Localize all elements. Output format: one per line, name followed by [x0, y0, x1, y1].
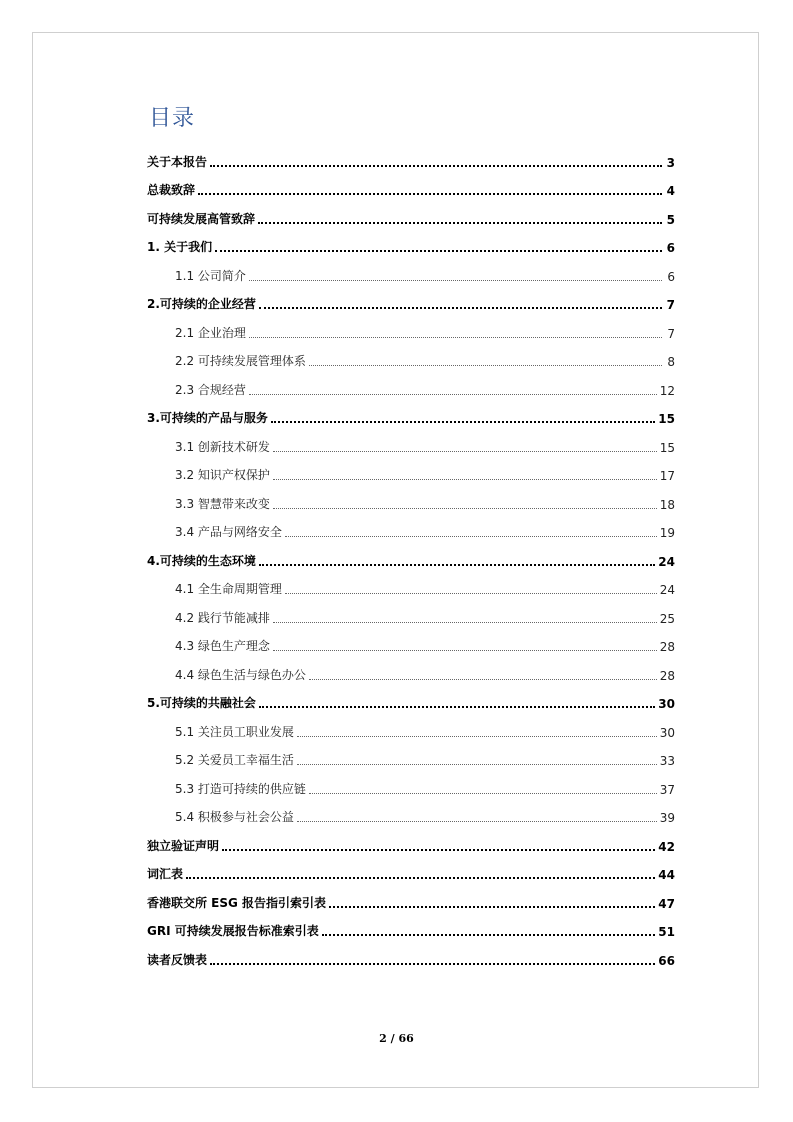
toc-dot-leader: [273, 451, 657, 452]
toc-entry-page: 47: [658, 896, 675, 911]
toc-entry-label: 总裁致辞: [147, 183, 196, 197]
toc-entry-label: 3.3 智慧带来改变: [175, 496, 270, 511]
toc-entry[interactable]: [147, 515, 675, 544]
toc-entry-label: 5.4 积极参与社会公益: [175, 810, 294, 824]
toc-entry-page: 19: [659, 526, 675, 540]
toc-entry[interactable]: [147, 543, 675, 572]
toc-dot-leader: [249, 394, 657, 395]
toc-dot-leader: [210, 963, 655, 965]
toc-dot-leader: [210, 165, 662, 167]
toc-entry[interactable]: [147, 657, 675, 686]
toc-entry[interactable]: [147, 372, 675, 401]
toc-entry-label: 关于本报告: [147, 154, 208, 169]
page-title: 目录: [149, 106, 196, 131]
toc-entry-page: 7: [666, 298, 675, 312]
toc-entry[interactable]: [147, 942, 675, 971]
toc-entry-label: 5.3 打造可持续的供应链: [175, 781, 306, 796]
toc-entry-page: 25: [659, 611, 675, 626]
toc-dot-leader: [259, 564, 655, 566]
toc-entry[interactable]: [147, 857, 675, 886]
toc-entry[interactable]: [147, 458, 675, 487]
toc-dot-leader: [259, 706, 655, 708]
toc-entry-label: 1. 关于我们: [147, 240, 213, 254]
toc-entry[interactable]: [147, 486, 675, 515]
toc-dot-leader: [273, 479, 657, 480]
toc-dot-leader: [309, 365, 662, 366]
toc-entry-page: 6: [667, 269, 675, 284]
toc-dot-leader: [273, 650, 657, 651]
toc-entry-page: 4: [666, 184, 675, 198]
toc-entry[interactable]: [147, 429, 675, 458]
toc-entry-label: 4.2 践行节能减排: [175, 610, 270, 625]
toc-entry-label: 香港联交所 ESG 报告指引索引表: [147, 895, 327, 910]
toc-entry-label: 5.2 关爱员工幸福生活: [175, 753, 294, 767]
toc-entry[interactable]: [147, 572, 675, 601]
toc-entry-page: 66: [658, 953, 675, 968]
toc-dot-leader: [215, 250, 662, 252]
toc-entry[interactable]: [147, 315, 675, 344]
toc-dot-leader: [297, 736, 657, 737]
page-number: 2 / 66: [379, 1032, 414, 1045]
toc-entry-page: 12: [659, 383, 675, 398]
toc-entry-label: 2.2 可持续发展管理体系: [175, 354, 306, 368]
toc-entry-page: 42: [658, 839, 675, 854]
toc-entry-label: 2.1 企业治理: [175, 325, 246, 340]
toc-dot-leader: [258, 222, 662, 224]
toc-dot-leader: [309, 793, 657, 794]
toc-entry-label: 可持续发展高管致辞: [147, 211, 256, 226]
toc-dot-leader: [222, 849, 655, 851]
toc-entry[interactable]: [147, 344, 675, 373]
toc-entry-page: 6: [666, 241, 675, 255]
toc-entry-page: 51: [658, 925, 675, 939]
toc-entry-page: 24: [658, 554, 675, 569]
toc-entry-page: 30: [658, 697, 675, 711]
toc-dot-leader: [309, 679, 657, 680]
toc-dot-leader: [249, 337, 662, 338]
toc-entry[interactable]: [147, 914, 675, 943]
toc-entry[interactable]: [147, 629, 675, 658]
toc-dot-leader: [322, 934, 656, 936]
toc-entry-label: 5.1 关注员工职业发展: [175, 724, 294, 739]
toc-entry-label: 3.可持续的产品与服务: [147, 411, 268, 425]
toc-entry-page: 28: [659, 668, 675, 683]
toc-entry-page: 44: [658, 868, 675, 882]
toc-entry-page: 24: [659, 583, 675, 597]
toc-entry-label: 5.可持续的共融社会: [147, 696, 256, 710]
toc-entry-page: 33: [659, 754, 675, 768]
toc-entry-page: 15: [658, 412, 675, 426]
toc-entry-label: 词汇表: [147, 867, 184, 881]
toc-dot-leader: [259, 307, 662, 309]
toc-entry-page: 8: [667, 355, 675, 369]
toc-entry-label: 1.1 公司简介: [175, 268, 246, 283]
toc-entry-label: GRI 可持续发展报告标准索引表: [147, 924, 319, 938]
toc-dot-leader: [273, 622, 657, 623]
toc-entry[interactable]: [147, 828, 675, 857]
toc-dot-leader: [285, 536, 657, 537]
toc-dot-leader: [186, 877, 655, 879]
toc-entry-label: 2.可持续的企业经营: [147, 297, 256, 311]
toc-dot-leader: [198, 193, 662, 195]
toc-entry-page: 37: [659, 782, 675, 797]
toc-entry-page: 18: [659, 497, 675, 512]
toc-dot-leader: [273, 508, 657, 509]
toc-dot-leader: [329, 906, 655, 908]
toc-entry[interactable]: [147, 885, 675, 914]
toc-entry-page: 17: [659, 469, 675, 483]
toc-entry[interactable]: [147, 144, 675, 173]
toc-entry-label: 3.4 产品与网络安全: [175, 525, 282, 539]
toc-entry-page: 28: [659, 640, 675, 654]
toc-entry[interactable]: [147, 201, 675, 230]
table-of-contents: [147, 144, 675, 971]
toc-entry[interactable]: [147, 173, 675, 202]
toc-dot-leader: [297, 764, 657, 765]
toc-entry-label: 4.可持续的生态环境: [147, 553, 256, 568]
toc-entry-label: 4.4 绿色生活与绿色办公: [175, 667, 306, 682]
toc-entry-label: 4.3 绿色生产理念: [175, 639, 270, 653]
toc-entry[interactable]: [147, 600, 675, 629]
toc-entry[interactable]: [147, 686, 675, 715]
toc-entry-label: 2.3 合规经营: [175, 382, 246, 397]
toc-entry-label: 独立验证声明: [147, 838, 220, 853]
toc-entry-page: 15: [659, 440, 675, 455]
toc-entry-page: 39: [659, 811, 675, 825]
toc-entry-page: 5: [666, 212, 675, 227]
toc-entry-label: 3.2 知识产权保护: [175, 468, 270, 482]
toc-dot-leader: [249, 280, 662, 281]
toc-entry-label: 读者反馈表: [147, 952, 208, 967]
toc-entry[interactable]: [147, 258, 675, 287]
toc-entry[interactable]: [147, 714, 675, 743]
toc-entry-label: 4.1 全生命周期管理: [175, 582, 282, 596]
toc-entry-label: 3.1 创新技术研发: [175, 439, 270, 454]
toc-entry[interactable]: [147, 800, 675, 829]
toc-entry[interactable]: [147, 771, 675, 800]
toc-entry-page: 3: [666, 155, 675, 170]
toc-entry[interactable]: [147, 743, 675, 772]
toc-entry[interactable]: [147, 401, 675, 430]
toc-dot-leader: [271, 421, 655, 423]
toc-dot-leader: [285, 593, 657, 594]
toc-dot-leader: [297, 821, 657, 822]
toc-entry-page: 7: [667, 326, 675, 341]
toc-entry[interactable]: [147, 287, 675, 316]
toc-entry[interactable]: [147, 230, 675, 259]
toc-entry-page: 30: [659, 725, 675, 740]
